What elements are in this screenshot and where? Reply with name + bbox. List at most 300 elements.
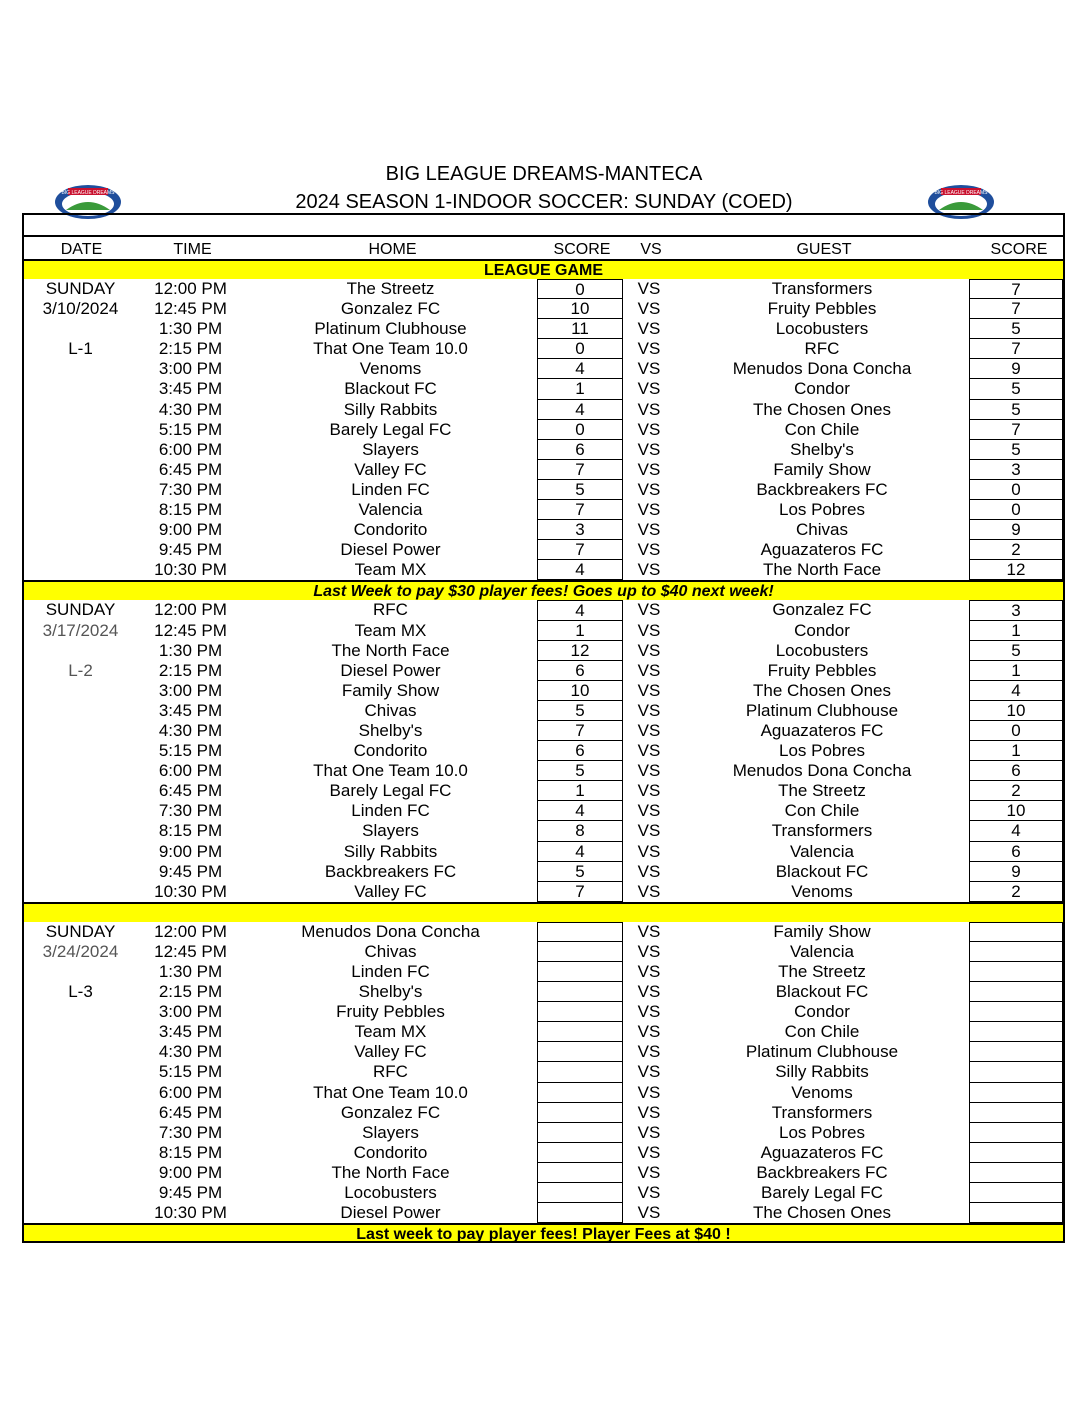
vs-label: VS — [637, 841, 661, 861]
vs-label: VS — [637, 540, 661, 560]
time-cell: 7:30 PM — [158, 801, 223, 821]
date-cell — [24, 420, 137, 440]
date-cell — [24, 962, 137, 982]
guest-team: Los Pobres — [779, 1122, 865, 1142]
time-cell: 1:30 PM — [158, 319, 223, 339]
vs-label: VS — [637, 1122, 661, 1142]
vs-label: VS — [637, 1082, 661, 1102]
game-row — [24, 721, 1063, 741]
date-cell — [24, 801, 137, 821]
guest-score: 5 — [969, 400, 1063, 420]
vs-label: VS — [637, 881, 661, 901]
home-score: 1 — [537, 781, 623, 801]
game-row — [24, 339, 1063, 359]
time-cell: 12:00 PM — [154, 921, 227, 941]
home-team: Diesel Power — [340, 1203, 441, 1223]
home-score: 11 — [537, 319, 623, 339]
guest-team: Valencia — [790, 941, 854, 961]
week-2-rows — [22, 600, 1065, 901]
game-row — [24, 701, 1063, 721]
game-row — [24, 1062, 1063, 1082]
time-cell: 2:15 PM — [158, 982, 223, 1002]
date-cell — [24, 1062, 137, 1082]
time-cell: 3:45 PM — [158, 379, 223, 399]
home-score: 0 — [537, 279, 623, 299]
guest-team: Backbreakers FC — [756, 479, 888, 499]
vs-label: VS — [637, 319, 661, 339]
home-score — [537, 1083, 623, 1103]
date-cell — [24, 500, 137, 520]
game-row — [24, 279, 1063, 299]
vs-label: VS — [637, 399, 661, 419]
date-cell — [24, 379, 137, 399]
vs-label: VS — [637, 299, 661, 319]
guest-team: Family Show — [773, 459, 871, 479]
time-cell: 6:00 PM — [158, 1082, 223, 1102]
game-row — [24, 1163, 1063, 1183]
vs-label: VS — [637, 1142, 661, 1162]
home-team: Chivas — [364, 941, 417, 961]
home-score: 10 — [537, 299, 623, 319]
home-score: 4 — [537, 359, 623, 379]
guest-team: Con Chile — [784, 801, 860, 821]
guest-score — [969, 1143, 1063, 1163]
time-cell: 3:00 PM — [158, 680, 223, 700]
guest-score: 1 — [969, 621, 1063, 641]
date-cell — [24, 781, 137, 801]
guest-score: 6 — [969, 761, 1063, 781]
time-cell: 2:15 PM — [158, 660, 223, 680]
game-row — [24, 1203, 1063, 1223]
game-row — [24, 560, 1063, 580]
date-cell: SUNDAY — [45, 279, 116, 298]
game-row — [24, 299, 1063, 319]
home-team: Menudos Dona Concha — [301, 921, 480, 941]
vs-label: VS — [637, 781, 661, 801]
date-cell — [24, 1022, 137, 1042]
guest-score: 0 — [969, 721, 1063, 741]
game-row — [24, 942, 1063, 962]
guest-score: 12 — [969, 560, 1063, 580]
guest-score: 1 — [969, 741, 1063, 761]
time-cell: 6:45 PM — [158, 781, 223, 801]
time-cell: 8:15 PM — [158, 500, 223, 520]
date-cell — [24, 681, 137, 701]
vs-label: VS — [637, 962, 661, 981]
vs-label: VS — [637, 359, 661, 379]
time-cell: 10:30 PM — [154, 560, 227, 580]
guest-team: The Chosen Ones — [753, 680, 891, 700]
game-row — [24, 1103, 1063, 1123]
game-row — [24, 420, 1063, 440]
home-team: Chivas — [364, 700, 417, 720]
guest-score: 3 — [969, 460, 1063, 480]
game-row — [24, 1042, 1063, 1062]
home-score: 6 — [537, 661, 623, 681]
vs-label: VS — [637, 941, 661, 961]
home-score — [537, 1042, 623, 1062]
home-team: Condorito — [353, 741, 428, 761]
game-row — [24, 681, 1063, 701]
guest-score — [969, 1123, 1063, 1143]
vs-label: VS — [637, 1022, 661, 1042]
home-team: Diesel Power — [340, 540, 441, 560]
date-cell — [24, 359, 137, 379]
guest-team: Condor — [794, 620, 850, 640]
home-score: 4 — [537, 842, 623, 862]
date-cell — [24, 1083, 137, 1103]
vs-label: VS — [637, 660, 661, 680]
vs-label: VS — [637, 419, 661, 439]
home-score — [537, 982, 623, 1002]
guest-score — [969, 922, 1063, 942]
home-score — [537, 1163, 623, 1183]
time-cell: 9:45 PM — [158, 540, 223, 560]
guest-score: 4 — [969, 681, 1063, 701]
guest-team: The Chosen Ones — [753, 399, 891, 419]
home-team: Team MX — [354, 560, 427, 580]
date-cell — [24, 319, 137, 339]
guest-team: Blackout FC — [775, 861, 869, 881]
date-cell — [24, 821, 137, 841]
time-cell: 3:45 PM — [158, 700, 223, 720]
guest-score: 7 — [969, 279, 1063, 299]
home-team: That One Team 10.0 — [313, 339, 468, 359]
col-score-guest: SCORE — [990, 241, 1048, 258]
home-score — [537, 1002, 623, 1022]
time-cell: 3:45 PM — [158, 1022, 223, 1042]
guest-team: Platinum Clubhouse — [745, 1042, 899, 1062]
home-team: Gonzalez FC — [340, 299, 441, 319]
game-row — [24, 862, 1063, 882]
vs-label: VS — [637, 1062, 661, 1082]
guest-score — [969, 1203, 1063, 1223]
home-team: Locobusters — [344, 1183, 437, 1203]
date-cell — [24, 540, 137, 560]
home-score: 0 — [537, 420, 623, 440]
home-team: That One Team 10.0 — [313, 1082, 468, 1102]
time-cell: 4:30 PM — [158, 399, 223, 419]
home-team: Family Show — [341, 680, 440, 700]
home-score: 7 — [537, 882, 623, 902]
game-row — [24, 480, 1063, 500]
game-row — [24, 781, 1063, 801]
time-cell: 12:00 PM — [154, 600, 227, 620]
date-cell — [24, 460, 137, 480]
home-team: Backbreakers FC — [324, 861, 457, 881]
game-row — [24, 821, 1063, 841]
home-score — [537, 942, 623, 962]
game-row — [24, 1083, 1063, 1103]
home-score: 6 — [537, 440, 623, 460]
league-game-banner: LEAGUE GAME — [22, 259, 1065, 279]
time-cell: 9:00 PM — [158, 1162, 223, 1182]
home-score — [537, 1183, 623, 1203]
guest-score: 4 — [969, 821, 1063, 841]
home-score: 1 — [537, 379, 623, 399]
home-team: Barely Legal FC — [329, 781, 452, 801]
time-cell: 1:30 PM — [158, 640, 223, 660]
home-score: 8 — [537, 821, 623, 841]
guest-team: Transformers — [771, 279, 873, 298]
date-cell — [24, 1183, 137, 1203]
guest-score: 10 — [969, 701, 1063, 721]
date-cell — [24, 440, 137, 460]
home-score — [537, 1203, 623, 1223]
guest-team: Gonzalez FC — [772, 600, 872, 620]
home-team: The Streetz — [346, 279, 435, 298]
home-team: Condorito — [353, 1142, 428, 1162]
time-cell: 6:45 PM — [158, 1102, 223, 1122]
guest-score — [969, 1183, 1063, 1203]
schedule-sheet — [22, 213, 1065, 1243]
home-score: 5 — [537, 701, 623, 721]
guest-team: Venoms — [791, 1082, 853, 1102]
guest-score: 7 — [969, 420, 1063, 440]
game-row — [24, 400, 1063, 420]
vs-label: VS — [637, 1002, 661, 1022]
guest-score — [969, 942, 1063, 962]
home-score: 5 — [537, 480, 623, 500]
guest-team: Condor — [794, 379, 850, 399]
guest-score: 1 — [969, 661, 1063, 681]
date-cell: 3/17/2024 — [42, 620, 119, 640]
game-row — [24, 982, 1063, 1002]
home-team: Valley FC — [354, 1042, 427, 1062]
date-cell — [24, 761, 137, 781]
game-row — [24, 1002, 1063, 1022]
guest-score — [969, 1103, 1063, 1123]
game-row — [24, 500, 1063, 520]
guest-score: 7 — [969, 339, 1063, 359]
game-row — [24, 801, 1063, 821]
home-score: 0 — [537, 339, 623, 359]
home-team: Team MX — [354, 620, 427, 640]
date-cell — [24, 520, 137, 540]
game-row — [24, 761, 1063, 781]
date-cell — [24, 560, 137, 580]
time-cell: 9:45 PM — [158, 1183, 223, 1203]
vs-label: VS — [637, 821, 661, 841]
guest-score: 2 — [969, 540, 1063, 560]
vs-label: VS — [637, 700, 661, 720]
guest-score: 6 — [969, 842, 1063, 862]
game-row — [24, 641, 1063, 661]
date-cell — [24, 862, 137, 882]
home-team: That One Team 10.0 — [313, 761, 468, 781]
time-cell: 7:30 PM — [158, 1122, 223, 1142]
col-time: TIME — [173, 241, 212, 258]
week-3-rows — [22, 922, 1065, 1223]
vs-label: VS — [637, 439, 661, 459]
game-row — [24, 520, 1063, 540]
game-row — [24, 1123, 1063, 1143]
date-cell: SUNDAY — [45, 600, 116, 620]
guest-team: Family Show — [773, 921, 871, 941]
guest-team: Backbreakers FC — [756, 1162, 888, 1182]
guest-score — [969, 1163, 1063, 1183]
guest-team: The North Face — [762, 560, 882, 580]
vs-label: VS — [637, 379, 661, 399]
home-team: RFC — [373, 600, 408, 620]
week-3-note: Last week to pay player fees! Player Fees at $40 ! — [22, 1223, 1065, 1243]
home-score — [537, 962, 623, 982]
home-team: Valencia — [358, 500, 423, 520]
vs-label: VS — [637, 741, 661, 761]
guest-score: 5 — [969, 319, 1063, 339]
vs-label: VS — [637, 620, 661, 640]
week-2-note — [22, 902, 1065, 922]
guest-team: Condor — [794, 1002, 850, 1022]
column-header — [22, 235, 1065, 259]
guest-team: Fruity Pebbles — [767, 660, 877, 680]
home-score — [537, 1062, 623, 1082]
time-cell: 12:00 PM — [154, 279, 227, 298]
time-cell: 5:15 PM — [158, 419, 223, 439]
home-team: Linden FC — [351, 479, 430, 499]
date-cell — [24, 1123, 137, 1143]
game-row — [24, 1022, 1063, 1042]
game-row — [24, 379, 1063, 399]
vs-label: VS — [637, 761, 661, 781]
guest-score: 2 — [969, 781, 1063, 801]
home-score — [537, 1123, 623, 1143]
game-row — [24, 962, 1063, 982]
vs-label: VS — [637, 861, 661, 881]
time-cell: 5:15 PM — [158, 1062, 223, 1082]
game-row — [24, 600, 1063, 620]
guest-score: 2 — [969, 882, 1063, 902]
home-team: Silly Rabbits — [343, 841, 438, 861]
time-cell: 4:30 PM — [158, 720, 223, 740]
guest-team: Shelby's — [790, 439, 854, 459]
home-team: Linden FC — [351, 801, 430, 821]
guest-team: Transformers — [771, 1102, 873, 1122]
time-cell: 9:00 PM — [158, 520, 223, 540]
home-score: 7 — [537, 721, 623, 741]
game-row — [24, 882, 1063, 902]
guest-team: Chivas — [796, 520, 848, 540]
guest-score — [969, 982, 1063, 1002]
home-score: 4 — [537, 560, 623, 580]
guest-team: The Chosen Ones — [753, 1203, 891, 1223]
guest-score — [969, 1022, 1063, 1042]
guest-team: Aguazateros FC — [760, 720, 884, 740]
col-date: DATE — [60, 241, 103, 258]
date-cell — [24, 1203, 137, 1223]
game-row — [24, 842, 1063, 862]
guest-score — [969, 1042, 1063, 1062]
guest-team: Los Pobres — [779, 500, 865, 520]
date-cell — [24, 400, 137, 420]
time-cell: 4:30 PM — [158, 1042, 223, 1062]
game-row — [24, 440, 1063, 460]
time-cell: 10:30 PM — [154, 1203, 227, 1223]
home-score: 5 — [537, 761, 623, 781]
home-score: 1 — [537, 621, 623, 641]
game-row — [24, 661, 1063, 681]
date-cell — [24, 741, 137, 761]
home-score: 4 — [537, 600, 623, 620]
guest-team: Locobusters — [775, 640, 869, 660]
home-score: 4 — [537, 801, 623, 821]
home-team: Fruity Pebbles — [336, 1002, 445, 1022]
guest-team: Fruity Pebbles — [767, 299, 877, 319]
vs-label: VS — [637, 921, 661, 941]
col-vs: VS — [640, 241, 662, 258]
home-score: 5 — [537, 862, 623, 882]
vs-label: VS — [637, 479, 661, 499]
guest-team: Blackout FC — [775, 982, 869, 1002]
guest-team: Barely Legal FC — [761, 1183, 883, 1203]
time-cell: 8:15 PM — [158, 821, 223, 841]
time-cell: 6:45 PM — [158, 459, 223, 479]
home-score: 7 — [537, 540, 623, 560]
guest-team: Valencia — [790, 841, 854, 861]
home-team: RFC — [373, 1062, 408, 1082]
page-title: BIG LEAGUE DREAMS-MANTECA — [385, 163, 703, 185]
home-team: The North Face — [331, 640, 450, 660]
guest-team: Transformers — [771, 821, 873, 841]
date-cell — [24, 1002, 137, 1022]
vs-label: VS — [637, 680, 661, 700]
guest-team: The Streetz — [778, 781, 866, 801]
vs-label: VS — [637, 720, 661, 740]
game-row — [24, 460, 1063, 480]
time-cell: 12:45 PM — [154, 941, 227, 961]
guest-score: 0 — [969, 500, 1063, 520]
vs-label: VS — [637, 279, 661, 298]
guest-team: Locobusters — [775, 319, 869, 339]
home-team: Venoms — [359, 359, 422, 379]
guest-team: Con Chile — [784, 1022, 860, 1042]
home-score: 7 — [537, 500, 623, 520]
home-score — [537, 922, 623, 942]
game-row — [24, 359, 1063, 379]
home-score — [537, 1143, 623, 1163]
guest-score: 10 — [969, 801, 1063, 821]
home-team: The North Face — [331, 1162, 450, 1182]
home-team: Shelby's — [358, 982, 423, 1002]
home-team: Slayers — [362, 439, 419, 459]
guest-team: Platinum Clubhouse — [745, 700, 899, 720]
page-subtitle: 2024 SEASON 1-INDOOR SOCCER: SUNDAY (COED) — [295, 191, 793, 213]
home-team: Silly Rabbits — [343, 399, 438, 419]
home-score: 10 — [537, 681, 623, 701]
date-cell — [24, 701, 137, 721]
date-cell — [24, 1042, 137, 1062]
game-row — [24, 621, 1063, 641]
logo-text-right: BIG LEAGUE DREAMS — [934, 190, 988, 196]
time-cell: 6:00 PM — [158, 761, 223, 781]
time-cell: 9:00 PM — [158, 841, 223, 861]
week-1-rows — [22, 279, 1065, 580]
time-cell: 8:15 PM — [158, 1142, 223, 1162]
vs-label: VS — [637, 600, 661, 620]
guest-score: 7 — [969, 299, 1063, 319]
home-team: Shelby's — [358, 720, 423, 740]
time-cell: 12:45 PM — [154, 620, 227, 640]
guest-score: 9 — [969, 520, 1063, 540]
home-score: 12 — [537, 641, 623, 661]
date-cell: L-2 — [68, 660, 93, 680]
week-1-note: Last Week to pay $30 player fees! Goes up to $40 next week! — [22, 580, 1065, 600]
date-cell — [24, 1163, 137, 1183]
top-box — [22, 213, 1065, 235]
guest-score — [969, 962, 1063, 982]
time-cell: 6:00 PM — [158, 439, 223, 459]
guest-team: RFC — [804, 339, 840, 359]
